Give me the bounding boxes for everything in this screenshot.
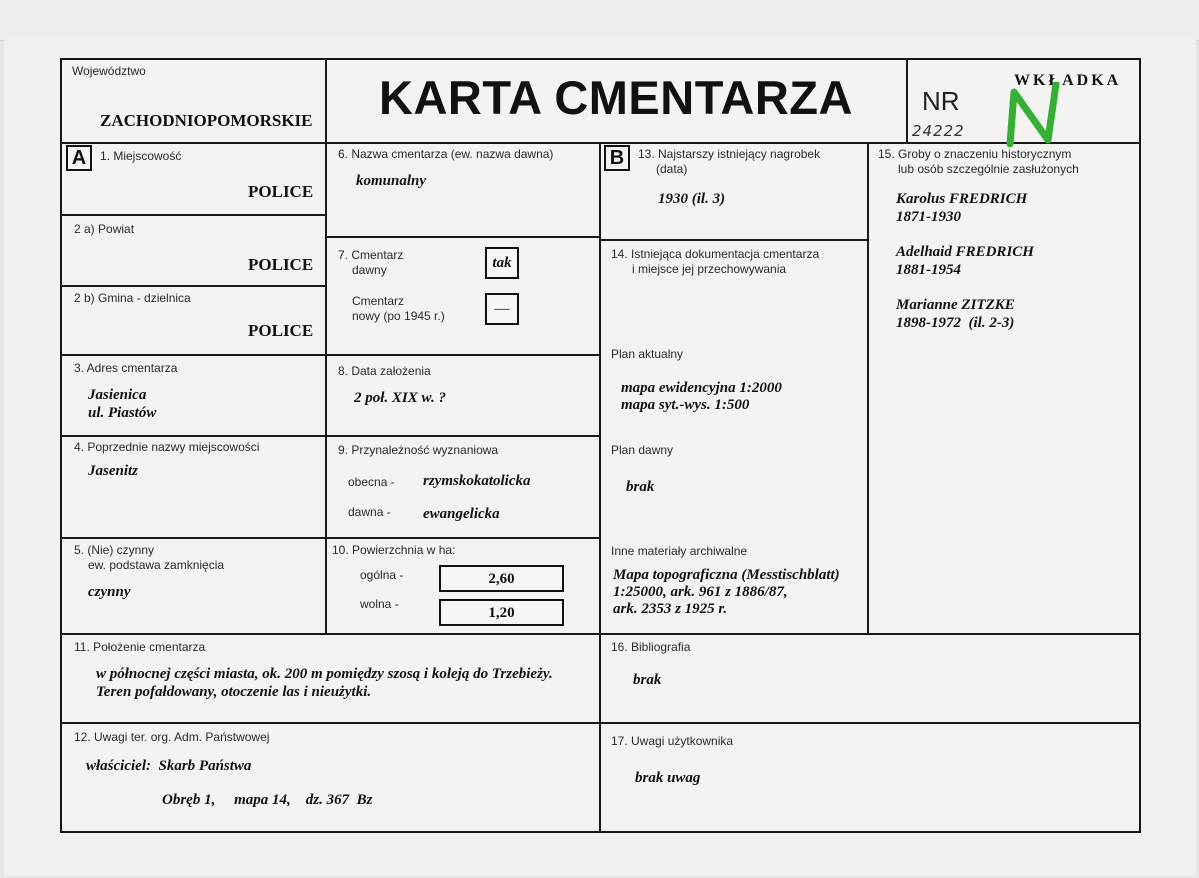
current-denomination-label: obecna - [348,475,395,489]
active-label-2: ew. podstawa zamknięcia [88,558,225,572]
oldest-grave-value: 1930 (il. 3) [658,191,726,207]
archive-label: Inne materiały archiwalne [611,544,748,558]
graves-label-2: lub osób szczególnie zasłużonych [898,162,1079,176]
row-line [600,239,868,241]
green-n-mark [1000,82,1070,148]
district-label: 2 a) Powiat [74,222,135,236]
card-title: KARTA CMENTARZA [379,71,853,124]
old-plan-value: brak [626,479,655,495]
active-value: czynny [88,584,131,600]
founding-label: 8. Data założenia [338,364,431,378]
grave-dates: 1871-1930 [896,209,961,225]
owner-line: właściciel: Skarb Państwa [86,758,252,774]
new-cemetery-label-1: Cmentarz [352,294,405,308]
row-line [60,722,1141,724]
founding-value: 2 poł. XIX w. ? [354,390,446,406]
active-label-1: 5. (Nie) czynny [74,543,155,557]
graves-label-1: 15. Groby o znaczeniu historycznym [878,147,1072,161]
row-line [60,354,600,356]
archive-line1: Mapa topograficzna (Messtischblatt) [613,567,840,583]
row-line [60,435,600,437]
user-remarks-value: brak uwag [635,770,701,786]
cemetery-name-label: 6. Nazwa cmentarza (ew. nazwa dawna) [338,147,554,161]
row-line [60,537,600,539]
grave-name: Adelhaid FREDRICH [896,244,1034,260]
nr-label: NR [922,86,960,116]
address-label: 3. Adres cmentarza [74,361,178,375]
area-label: 10. Powierzchnia w ha: [332,543,456,557]
denomination-label: 9. Przynależność wyznaniowa [338,443,499,457]
current-denomination-value: rzymskokatolicka [423,473,531,489]
former-names-value: Jasenitz [88,463,139,479]
row-line [60,285,326,287]
grave-name: Karolus FREDRICH [896,191,1028,207]
bibliography-label: 16. Bibliografia [611,640,691,654]
current-plan-line2: mapa syt.-wys. 1:500 [621,397,750,413]
old-cemetery-label-2: dawny [352,263,387,277]
total-area-label: ogólna - [360,568,404,582]
old-plan-label: Plan dawny [611,443,674,457]
free-area-value: 1,20 [439,599,564,626]
row-line [60,214,326,216]
place-label: 1. Miejscowość [100,149,182,163]
cemetery-name-value: komunalny [356,173,427,189]
former-denomination-label: dawna - [348,505,391,519]
former-names-label: 4. Poprzednie nazwy miejscowości [74,440,260,454]
insert-label: WKŁADKA [1014,72,1122,89]
section-b-letter: B [604,145,630,171]
scan-top-strip [0,0,1199,41]
archive-line3: ark. 2353 z 1925 r. [613,601,728,617]
archive-line2: 1:25000, ark. 961 z 1886/87, [613,584,788,600]
grave-dates: 1898-1972 (il. 2-3) [896,315,1015,331]
parcel-line: Obręb 1, mapa 14, dz. 367 Bz [162,792,373,808]
col-divider-3 [867,142,869,635]
old-cemetery-checkbox: tak [485,247,519,279]
remarks-label: 12. Uwagi ter. org. Adm. Państwowej [74,730,270,744]
bibliography-value: brak [633,672,662,688]
new-cemetery-label-2: nowy (po 1945 r.) [352,309,445,323]
new-cemetery-checkbox: — [485,293,519,325]
row-line [60,633,1141,635]
location-line1: w północnej części miasta, ok. 200 m pomiędzy szosą i koleją do Trzebieży. [96,666,553,682]
row-line [326,236,600,238]
commune-label: 2 b) Gmina - dzielnica [74,291,191,305]
voivodeship-label: Województwo [72,64,146,78]
total-area-value: 2,60 [439,565,564,592]
header-nr-divider [906,58,908,144]
current-plan-line1: mapa ewidencyjna 1:2000 [621,380,782,396]
card-number-handwritten: 24222 [912,122,965,140]
documentation-label-1: 14. Istniejąca dokumentacja cmentarza [611,247,820,261]
address-line2: ul. Piastów [88,405,157,421]
section-a-letter: A [66,145,92,171]
district-value: POLICE [248,255,314,274]
current-plan-label: Plan aktualny [611,347,684,361]
location-label: 11. Położenie cmentarza [74,640,206,654]
voivodeship-value: ZACHODNIOPOMORSKIE [100,111,313,130]
grave-name: Marianne ZITZKE [896,297,1015,313]
col-divider-1 [325,58,327,633]
address-line1: Jasienica [88,387,147,403]
user-remarks-label: 17. Uwagi użytkownika [611,734,734,748]
free-area-label: wolna - [360,597,399,611]
old-cemetery-label-1: 7. Cmentarz [338,248,404,262]
oldest-grave-label-1: 13. Najstarszy istniejący nagrobek [638,147,821,161]
former-denomination-value: ewangelicka [423,506,500,522]
grave-dates: 1881-1954 [896,262,961,278]
place-value: POLICE [248,182,314,201]
col-divider-2 [599,142,601,833]
location-line2: Teren pofałdowany, otoczenie las i nieużytki. [96,684,372,700]
commune-value: POLICE [248,321,314,340]
oldest-grave-label-2: (data) [656,162,688,176]
documentation-label-2: i miejsce jej przechowywania [632,262,787,276]
